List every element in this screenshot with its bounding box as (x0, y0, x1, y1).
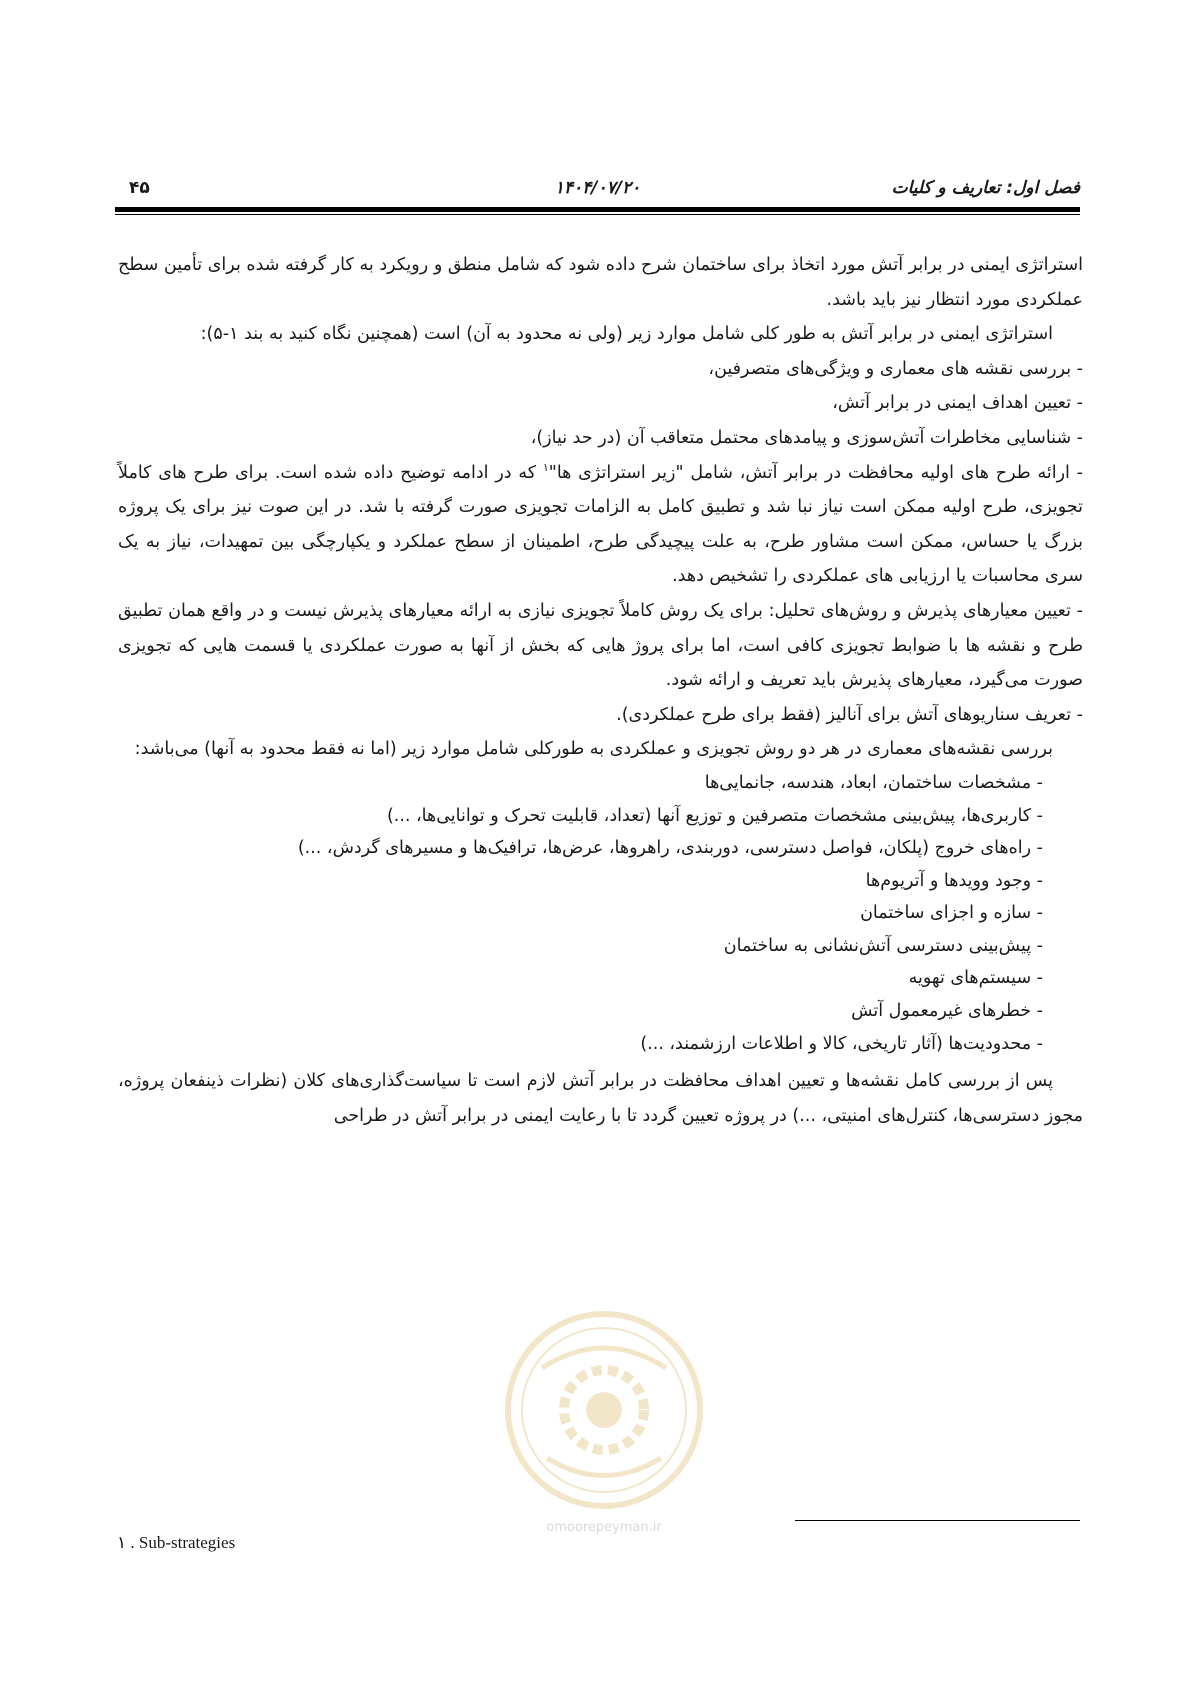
list-item: - سیستم‌های تهویه (908, 968, 1043, 989)
list-item: - سازه و اجزای ساختمان (860, 903, 1043, 924)
list-item-4-text-a: - ارائه طرح های اولیه محافظت در برابر آتش، شامل "زیر استراتژی ها" (548, 462, 1083, 483)
list-item: - کاربری‌ها، پیش‌بینی مشخصات متصرفین و توزیع آنها (تعداد، قابلیت تحرک و توانایی‌ها، ...) (386, 805, 1043, 826)
list-item: - خطرهای غیرمعمول آتش (851, 1001, 1043, 1022)
page-header (115, 170, 1080, 204)
footnote-rule (795, 1520, 1080, 1521)
header-date: ۱۴۰۴/۰۷/۲۰ (554, 178, 641, 198)
footnote: ۱ . Sub-strategies (117, 1533, 236, 1552)
body-text (118, 248, 1083, 1133)
list-item-3: - شناسایی مخاطرات آتش‌سوزی و پیامدهای محتمل متعاقب آن (در حد نیاز)، (530, 427, 1083, 448)
watermark-url: omoorepeyman.ir (546, 1520, 662, 1535)
header-rule-thick (115, 207, 1080, 212)
list-item-1: - بررسی نقشه های معماری و ویژگی‌های متصرفین، (708, 358, 1083, 379)
list-item: - محدودیت‌ها (آثار تاریخی، کالا و اطلاعات ارزشمند، ...) (640, 1033, 1043, 1054)
paragraph-3: بررسی نقشه‌های معماری در هر دو روش تجویزی و عملکردی به طورکلی شامل موارد زیر (اما نه فقط محدود به آنها) می‌باشد: (134, 739, 1053, 760)
list-item-4 (118, 456, 1083, 594)
list-item-4-text-b: که در ادامه توضیح داده شده است. برای طرح های کاملاً تجویزی، طرح اولیه ممکن است نیاز نبا شد و تطبیق کامل به الزامات تجویزی صورت گرفته با شد. در این صوت نیز برای یک پروژه بزرگ یا حساس، ممکن است مشاور طرح، به علت پیچیدگی طرح، اطمینان از سطح عملکرد و یکپارچگی بین تمهیدات، نیاز به یک سری محاسبات یا ارزیابی های عملکردی را تشخیص دهد. (118, 462, 1083, 587)
header-rule-thin (115, 214, 1080, 215)
paragraph-2: استراتژی ایمنی در برابر آتش به طور کلی شامل موارد زیر (ولی نه محدود به آن) است (همچنین نگاه کنید به بند ۱-۵): (200, 324, 1053, 345)
chapter-title: فصل اول: تعاریف و کلیات (891, 178, 1080, 198)
paragraph-1: استراتژی ایمنی در برابر آتش مورد اتخاذ برای ساختمان شرح داده شود که شامل منطق و رویکرد به کار گرفته شده برای تأمین سطح عملکردی مورد انتظار نیز باید باشد. (118, 255, 1083, 310)
list-item: - وجود وویدها و آتریوم‌ها (865, 870, 1043, 891)
architecture-review-list (118, 767, 1083, 1060)
watermark-logo (502, 1308, 706, 1544)
list-item-5: - تعیین معیارهای پذیرش و روش‌های تحلیل: برای یک روش کاملاً تجویزی نیازی به ارائه معیارهای پذیرش نیست و در واقع همان تطبیق طرح و نقشه ها با ضوابط تجویزی کافی است، اما برای پروژ هایی که بخش از آنها به صورت عملکردی یا قسمت هایی که تجویزی صورت می‌گیرد، معیارهای پذیرش باید تعریف و ارائه شود. (118, 600, 1083, 691)
footnote-marker: ۱ (542, 460, 549, 474)
list-item: - مشخصات ساختمان، ابعاد، هندسه، جانمایی‌ها (704, 772, 1043, 793)
list-item-2: - تعیین اهداف ایمنی در برابر آتش، (832, 393, 1083, 414)
watermark-emblem-icon (502, 1308, 706, 1512)
list-item: - پیش‌بینی دسترسی آتش‌نشانی به ساختمان (723, 935, 1043, 956)
page-number: ۴۵ (129, 178, 150, 198)
list-item: - راه‌های خروج (پلکان، فواصل دسترسی، دوربندی، راهروها، عرض‌ها، ترافیک‌ها و مسیرهای گردش، ...) (297, 838, 1043, 859)
list-item-6: - تعریف سناریوهای آتش برای آنالیز (فقط برای طرح عملکردی). (616, 704, 1083, 725)
paragraph-4: پس از بررسی کامل نقشه‌ها و تعیین اهداف محافظت در برابر آتش لازم است تا سیاست‌گذاری‌های کلان (نظرات ذینفعان پروژه، مجوز دسترسی‌ها، کنترل‌های امنیتی، ...) در پروژه تعیین گردد تا با رعایت ایمنی در برابر آتش در طراحی (118, 1071, 1083, 1126)
